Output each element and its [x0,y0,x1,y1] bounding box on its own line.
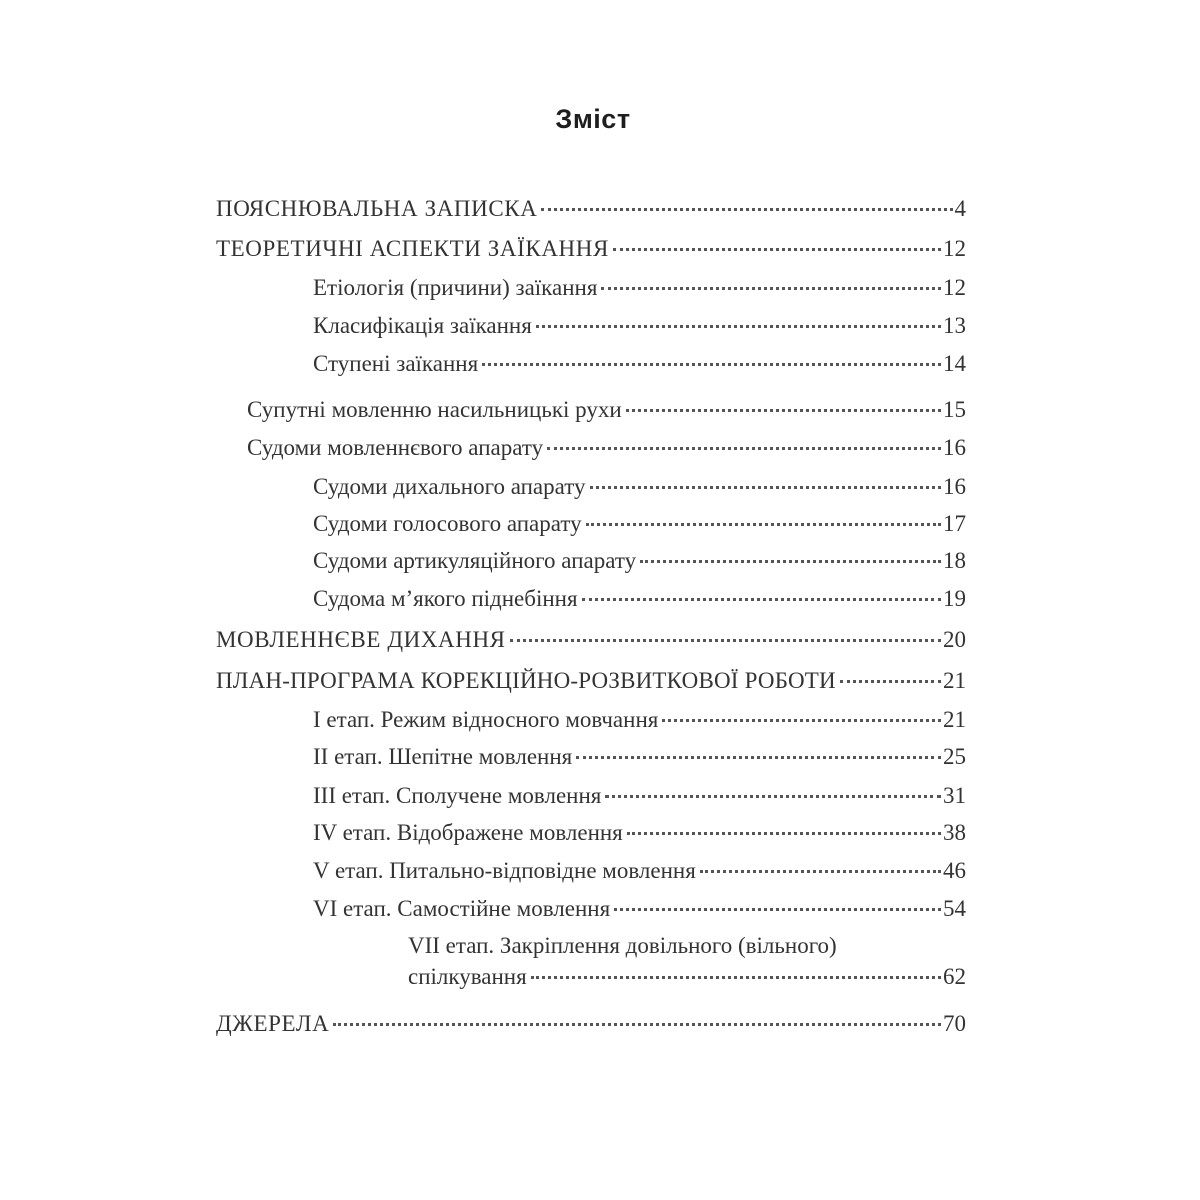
dot-leader [586,523,941,526]
toc-entry[interactable] [216,627,966,653]
toc-entry-title: II етап. Шепітне мовлення [313,744,573,769]
toc-entry[interactable] [313,896,966,922]
dot-leader [536,325,941,328]
toc-entry-page: 12 [943,275,966,300]
toc-entry-title: III етап. Сполучене мовлення [313,783,602,808]
toc-entry-page: 62 [943,964,966,989]
toc-entry[interactable] [216,1011,966,1037]
toc-entry-title: V етап. Питально-відповідне мовлення [313,858,696,883]
dot-leader [333,1023,941,1026]
toc-entry[interactable] [247,397,966,423]
toc-entry-title-continued: VII етап. Закріплення довільного (вільного) [408,933,837,958]
dot-leader [576,756,941,759]
toc-entry-page: 18 [943,548,966,573]
toc-entry-page: 19 [943,586,966,611]
page-title: Зміст [555,104,631,134]
dot-leader [547,447,941,450]
dot-leader [626,409,941,412]
toc-entry-page: 31 [943,783,966,808]
toc-entry-title: Судома м’якого піднебіння [313,586,578,611]
toc-entry-page: 13 [943,313,966,338]
toc-entry[interactable] [313,858,966,884]
toc-entry-page: 70 [943,1011,966,1036]
toc-entry-page: 17 [943,511,966,536]
toc-entry-page: 21 [943,668,966,693]
toc-entry-title: Судоми мовленнєвого апарату [247,435,544,460]
toc-entry-title: ПЛАН-ПРОГРАМА КОРЕКЦІЙНО-РОЗВИТКОВОЇ РОБОТИ [216,668,836,693]
toc-entry-page: 16 [943,474,966,499]
toc-entry-page: 4 [954,196,966,221]
toc-entry[interactable] [247,435,966,461]
toc-entry-title: Класифікація заїкання [313,313,532,338]
dot-leader [700,870,941,873]
toc-entry-title: Ступені заїкання [313,351,479,376]
toc-entry-title: IV етап. Відображене мовлення [313,820,623,845]
toc-entry[interactable] [313,820,966,846]
dot-leader [510,639,941,642]
toc-entry-title: Етіологія (причини) заїкання [313,275,598,300]
toc-entry[interactable] [313,586,966,612]
toc-entry-page: 25 [943,744,966,769]
toc-entry-title: ПОЯСНЮВАЛЬНА ЗАПИСКА [216,196,538,221]
toc-entry[interactable] [313,351,966,377]
dot-leader [541,208,952,211]
toc-entry[interactable] [313,313,966,339]
dot-leader [613,248,941,251]
toc-entry-page: 15 [943,397,966,422]
dot-leader [627,832,941,835]
dot-leader [582,598,941,601]
toc-entry-title: Судоми голосового апарату [313,511,582,536]
dot-leader [662,719,941,722]
dot-leader [531,976,941,979]
toc-entry-page: 38 [943,820,966,845]
dot-leader [605,795,941,798]
dot-leader [601,287,941,290]
dot-leader [640,560,941,563]
toc-entry-page: 46 [943,858,966,883]
toc-entry[interactable] [313,548,966,574]
toc-entry[interactable] [216,668,966,694]
toc-entry[interactable] [313,744,966,770]
toc-entry-page: 12 [943,236,966,261]
toc-entry[interactable] [313,275,966,301]
toc-entry-title: I етап. Режим відносного мовчання [313,707,659,732]
toc-entry-title: Судоми дихального апарату [313,474,586,499]
toc-entry-page: 21 [943,707,966,732]
dot-leader [482,363,941,366]
toc-entry-title: МОВЛЕННЄВЕ ДИХАННЯ [216,627,506,652]
toc-entry[interactable] [313,783,966,809]
dot-leader [840,680,941,683]
toc-entry[interactable] [216,196,966,222]
dot-leader [590,486,942,489]
toc-entry-page: 20 [943,627,966,652]
toc-entry-title: ТЕОРЕТИЧНІ АСПЕКТИ ЗАЇКАННЯ [216,236,609,261]
toc-entry-title: ДЖЕРЕЛА [216,1011,330,1036]
toc-entry[interactable] [313,511,966,537]
dot-leader [614,908,941,911]
toc-entry-title: Судоми артикуляційного апарату [313,548,637,573]
toc-entry[interactable] [408,964,966,990]
toc-entry[interactable] [313,707,966,733]
toc-entry-page: 16 [943,435,966,460]
toc-entry-title: VI етап. Самостійне мовлення [313,896,611,921]
toc-entry-title: Супутні мовленню насильницькі рухи [247,397,622,422]
toc-entry-page: 14 [943,351,966,376]
toc-entry[interactable] [216,236,966,262]
toc-entry-page: 54 [943,896,966,921]
toc-entry[interactable] [313,474,966,500]
toc-entry-title: спілкування [408,964,527,989]
